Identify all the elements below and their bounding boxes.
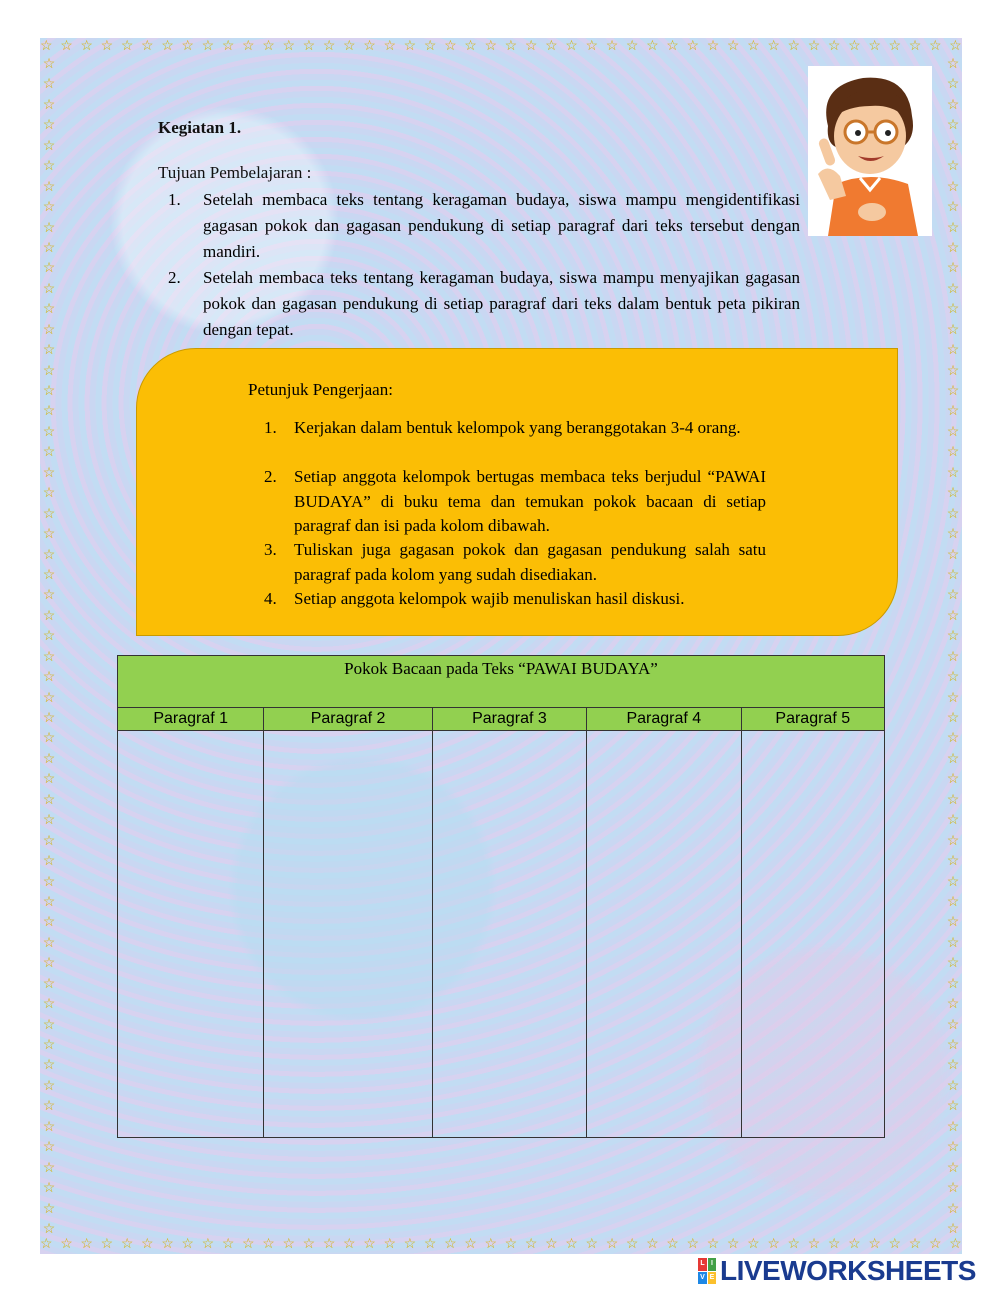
star-icon: ☆ (504, 39, 518, 54)
star-icon: ☆ (666, 1237, 679, 1252)
star-icon: ☆ (42, 711, 56, 726)
star-icon: ☆ (42, 118, 56, 134)
instruction-step (248, 587, 766, 612)
star-icon: ☆ (42, 465, 56, 481)
star-icon: ☆ (42, 833, 56, 849)
star-icon: ☆ (946, 1181, 960, 1197)
star-icon: ☆ (946, 772, 960, 788)
star-icon: ☆ (946, 240, 960, 256)
star-icon: ☆ (787, 1237, 801, 1252)
star-icon: ☆ (565, 39, 578, 54)
star-icon: ☆ (868, 1237, 881, 1252)
star-icon: ☆ (42, 138, 56, 154)
star-icon: ☆ (946, 833, 960, 849)
star-icon: ☆ (42, 1078, 56, 1094)
star-icon: ☆ (946, 57, 960, 72)
star-icon: ☆ (42, 486, 56, 502)
star-icon: ☆ (464, 1237, 477, 1252)
star-icon: ☆ (946, 1221, 960, 1237)
star-icon: ☆ (946, 731, 960, 747)
star-icon: ☆ (42, 404, 56, 420)
star-icon: ☆ (242, 1237, 255, 1252)
star-icon: ☆ (946, 813, 960, 829)
star-icon: ☆ (928, 1237, 942, 1252)
star-border-top (40, 38, 962, 56)
star-icon: ☆ (946, 854, 960, 870)
step-number: 1. (264, 418, 277, 437)
step-text: Tuliskan juga gagasan pokok dan gagasan pendukung salah satu paragraf pada kolom yang sudah disediakan. (294, 540, 766, 584)
star-icon: ☆ (423, 39, 437, 54)
star-icon: ☆ (262, 39, 275, 54)
star-icon: ☆ (42, 976, 56, 992)
star-icon: ☆ (946, 527, 960, 543)
star-icon: ☆ (706, 1237, 720, 1252)
star-icon: ☆ (848, 39, 861, 54)
star-icon: ☆ (946, 404, 960, 420)
step-number: 3. (264, 540, 277, 559)
star-icon: ☆ (42, 57, 56, 72)
star-icon: ☆ (946, 159, 960, 175)
answer-cell-paragraf-2[interactable] (264, 731, 432, 1138)
star-icon: ☆ (42, 608, 56, 624)
star-icon: ☆ (60, 39, 73, 54)
star-icon: ☆ (42, 1160, 56, 1176)
column-header-paragraf-1: Paragraf 1 (118, 708, 264, 731)
star-icon: ☆ (946, 935, 960, 951)
star-icon: ☆ (747, 39, 760, 54)
column-header-paragraf-2: Paragraf 2 (264, 708, 432, 731)
logo-letter: V (698, 1272, 707, 1285)
star-icon: ☆ (181, 39, 194, 54)
star-icon: ☆ (908, 39, 922, 54)
star-icon: ☆ (42, 77, 56, 93)
table-title: Pokok Bacaan pada Teks “PAWAI BUDAYA” (118, 656, 885, 708)
star-icon: ☆ (504, 1237, 518, 1252)
star-icon: ☆ (42, 915, 56, 931)
star-icon: ☆ (42, 424, 56, 440)
star-icon: ☆ (646, 39, 659, 54)
objective-text: Setelah membaca teks tentang keragaman budaya, siswa mampu mengidentifikasi gagasan pokok dan gagasan pendukung di setiap paragraf dari teks tersebut dengan mandiri. (203, 190, 800, 261)
instructions-title: Petunjuk Pengerjaan: (248, 380, 393, 399)
star-icon: ☆ (726, 39, 740, 54)
star-icon: ☆ (383, 39, 397, 54)
star-icon: ☆ (40, 39, 53, 54)
star-icon: ☆ (42, 261, 56, 277)
star-icon: ☆ (343, 1237, 356, 1252)
star-icon: ☆ (42, 731, 56, 747)
column-header-paragraf-5: Paragraf 5 (741, 708, 884, 731)
star-icon: ☆ (120, 39, 134, 54)
star-icon: ☆ (181, 1237, 194, 1252)
star-icon: ☆ (946, 649, 960, 665)
logo-letter: L (698, 1258, 707, 1271)
star-icon: ☆ (484, 39, 498, 54)
star-icon: ☆ (42, 792, 56, 808)
star-icon: ☆ (726, 1237, 740, 1252)
star-icon: ☆ (605, 1237, 619, 1252)
liveworksheets-brand[interactable] (698, 1254, 976, 1288)
star-icon: ☆ (565, 1237, 578, 1252)
star-icon: ☆ (302, 39, 316, 54)
star-icon: ☆ (42, 527, 56, 543)
liveworksheets-logo-icon (698, 1258, 716, 1284)
star-icon: ☆ (42, 322, 56, 338)
star-icon: ☆ (42, 894, 56, 910)
star-icon: ☆ (946, 1038, 960, 1053)
star-icon: ☆ (262, 1237, 275, 1252)
star-icon: ☆ (747, 1237, 760, 1252)
boy-illustration (808, 66, 932, 236)
star-icon: ☆ (42, 547, 56, 563)
star-icon: ☆ (706, 39, 720, 54)
star-icon: ☆ (946, 97, 960, 113)
star-icon: ☆ (949, 1237, 962, 1252)
step-text: Kerjakan dalam bentuk kelompok yang beranggotakan 3-4 orang. (294, 418, 741, 437)
star-icon: ☆ (686, 39, 700, 54)
star-icon: ☆ (42, 506, 56, 522)
star-icon: ☆ (868, 39, 881, 54)
star-icon: ☆ (42, 1119, 56, 1135)
star-border-bottom (40, 1236, 962, 1254)
star-icon: ☆ (946, 118, 960, 134)
star-icon: ☆ (524, 39, 538, 54)
star-icon: ☆ (42, 567, 56, 583)
star-icon: ☆ (100, 1237, 114, 1252)
star-icon: ☆ (946, 77, 960, 93)
answer-cell-paragraf-3[interactable] (432, 731, 586, 1138)
logo-letter: E (708, 1272, 717, 1285)
star-icon: ☆ (585, 1237, 599, 1252)
star-icon: ☆ (827, 39, 841, 54)
star-icon: ☆ (946, 874, 960, 890)
star-icon: ☆ (888, 1237, 902, 1252)
star-icon: ☆ (42, 1140, 56, 1156)
star-icon: ☆ (946, 1017, 960, 1033)
star-icon: ☆ (524, 1237, 538, 1252)
star-icon: ☆ (80, 1237, 93, 1252)
answer-table (117, 655, 885, 1138)
instruction-step (248, 465, 766, 539)
star-icon: ☆ (946, 956, 960, 972)
star-icon: ☆ (42, 854, 56, 870)
star-icon: ☆ (946, 1201, 960, 1217)
star-icon: ☆ (928, 39, 942, 54)
star-icon: ☆ (42, 1038, 56, 1053)
objective-item (158, 265, 800, 343)
objective-text: Setelah membaca teks tentang keragaman budaya, siswa mampu menyajikan gagasan pokok dan gagasan pendukung di setiap paragraf dari teks dalam bentuk peta pikiran dengan tepat. (203, 268, 800, 339)
star-icon: ☆ (585, 39, 599, 54)
star-icon: ☆ (946, 690, 960, 706)
star-icon: ☆ (946, 1140, 960, 1156)
star-icon: ☆ (949, 39, 962, 54)
star-icon: ☆ (767, 1237, 780, 1252)
star-icon: ☆ (946, 220, 960, 236)
star-icon: ☆ (42, 588, 56, 604)
objective-number: 2. (168, 268, 181, 287)
star-icon: ☆ (403, 39, 417, 54)
star-icon: ☆ (946, 506, 960, 522)
star-icon: ☆ (42, 240, 56, 256)
star-icon: ☆ (946, 486, 960, 502)
star-icon: ☆ (625, 1237, 639, 1252)
star-icon: ☆ (322, 1237, 336, 1252)
star-icon: ☆ (767, 39, 780, 54)
star-icon: ☆ (686, 1237, 700, 1252)
star-icon: ☆ (946, 711, 960, 726)
star-icon: ☆ (42, 384, 56, 399)
star-icon: ☆ (827, 1237, 841, 1252)
star-icon: ☆ (666, 39, 679, 54)
star-icon: ☆ (946, 629, 960, 645)
star-icon: ☆ (42, 997, 56, 1013)
star-icon: ☆ (946, 608, 960, 624)
star-icon: ☆ (242, 39, 255, 54)
star-icon: ☆ (42, 200, 56, 216)
star-icon: ☆ (282, 1237, 295, 1252)
star-icon: ☆ (646, 1237, 659, 1252)
step-number: 2. (264, 467, 277, 486)
star-icon: ☆ (161, 39, 174, 54)
star-border-right (944, 56, 962, 1238)
brand-name: LIVEWORKSHEETS (720, 1255, 976, 1286)
objective-number: 1. (168, 190, 181, 209)
star-icon: ☆ (946, 1058, 960, 1074)
star-icon: ☆ (80, 39, 93, 54)
star-icon: ☆ (946, 792, 960, 808)
star-icon: ☆ (141, 39, 154, 54)
star-icon: ☆ (363, 39, 376, 54)
star-icon: ☆ (42, 1221, 56, 1237)
star-icon: ☆ (42, 179, 56, 195)
star-icon: ☆ (42, 1201, 56, 1217)
answer-cell-paragraf-5[interactable] (741, 731, 884, 1138)
star-icon: ☆ (42, 690, 56, 706)
instruction-step (248, 416, 766, 441)
star-icon: ☆ (888, 39, 902, 54)
star-icon: ☆ (42, 956, 56, 972)
star-icon: ☆ (42, 1099, 56, 1115)
star-icon: ☆ (383, 1237, 397, 1252)
star-icon: ☆ (42, 629, 56, 645)
column-header-paragraf-3: Paragraf 3 (432, 708, 586, 731)
objectives-label: Tujuan Pembelajaran : (158, 163, 312, 182)
star-icon: ☆ (605, 39, 619, 54)
star-icon: ☆ (100, 39, 114, 54)
star-icon: ☆ (363, 1237, 376, 1252)
star-icon: ☆ (42, 220, 56, 236)
star-icon: ☆ (444, 1237, 457, 1252)
star-icon: ☆ (161, 1237, 174, 1252)
star-icon: ☆ (42, 97, 56, 113)
star-icon: ☆ (42, 445, 56, 461)
star-icon: ☆ (42, 159, 56, 175)
star-icon: ☆ (302, 1237, 316, 1252)
answer-cell-paragraf-1[interactable] (118, 731, 264, 1138)
star-icon: ☆ (221, 1237, 235, 1252)
star-icon: ☆ (42, 281, 56, 297)
star-icon: ☆ (946, 343, 960, 359)
star-icon: ☆ (946, 1119, 960, 1135)
star-icon: ☆ (282, 39, 295, 54)
star-icon: ☆ (946, 915, 960, 931)
star-icon: ☆ (946, 384, 960, 399)
star-icon: ☆ (545, 39, 558, 54)
star-icon: ☆ (423, 1237, 437, 1252)
star-icon: ☆ (807, 39, 821, 54)
star-icon: ☆ (42, 363, 56, 379)
star-icon: ☆ (120, 1237, 134, 1252)
star-icon: ☆ (946, 670, 960, 686)
step-text: Setiap anggota kelompok bertugas membaca teks berjudul “PAWAI BUDAYA” di buku tema dan temukan pokok bacaan di setiap paragraf dan isi pada kolom dibawah. (294, 467, 766, 535)
logo-letter: I (708, 1258, 717, 1271)
star-icon: ☆ (946, 261, 960, 277)
star-icon: ☆ (42, 343, 56, 359)
star-icon: ☆ (946, 281, 960, 297)
star-icon: ☆ (464, 39, 477, 54)
star-icon: ☆ (946, 179, 960, 195)
star-icon: ☆ (343, 39, 356, 54)
star-icon: ☆ (848, 1237, 861, 1252)
star-icon: ☆ (946, 547, 960, 563)
answer-cell-paragraf-4[interactable] (587, 731, 741, 1138)
star-icon: ☆ (625, 39, 639, 54)
star-icon: ☆ (946, 302, 960, 318)
star-icon: ☆ (946, 567, 960, 583)
star-icon: ☆ (42, 772, 56, 788)
star-icon: ☆ (141, 1237, 154, 1252)
star-icon: ☆ (42, 874, 56, 890)
boy-pointing-icon (808, 66, 932, 236)
star-icon: ☆ (201, 39, 215, 54)
star-icon: ☆ (946, 322, 960, 338)
star-icon: ☆ (946, 588, 960, 604)
activity-title: Kegiatan 1. (158, 118, 242, 137)
star-icon: ☆ (42, 1181, 56, 1197)
star-border-left (40, 56, 58, 1238)
star-icon: ☆ (946, 1099, 960, 1115)
star-icon: ☆ (403, 1237, 417, 1252)
star-icon: ☆ (946, 1078, 960, 1094)
star-icon: ☆ (946, 424, 960, 440)
star-icon: ☆ (201, 1237, 215, 1252)
star-icon: ☆ (42, 649, 56, 665)
star-icon: ☆ (42, 1058, 56, 1074)
star-icon: ☆ (946, 976, 960, 992)
star-icon: ☆ (221, 39, 235, 54)
star-icon: ☆ (946, 894, 960, 910)
star-icon: ☆ (484, 1237, 498, 1252)
star-icon: ☆ (42, 1017, 56, 1033)
step-number: 4. (264, 589, 277, 608)
star-icon: ☆ (946, 465, 960, 481)
star-icon: ☆ (545, 1237, 558, 1252)
star-icon: ☆ (946, 997, 960, 1013)
star-icon: ☆ (42, 813, 56, 829)
star-icon: ☆ (946, 363, 960, 379)
objective-item (158, 187, 800, 265)
star-icon: ☆ (322, 39, 336, 54)
star-icon: ☆ (946, 445, 960, 461)
star-icon: ☆ (908, 1237, 922, 1252)
star-icon: ☆ (807, 1237, 821, 1252)
star-icon: ☆ (42, 670, 56, 686)
star-icon: ☆ (946, 200, 960, 216)
star-icon: ☆ (40, 1237, 53, 1252)
star-icon: ☆ (42, 751, 56, 767)
star-icon: ☆ (42, 935, 56, 951)
step-text: Setiap anggota kelompok wajib menuliskan hasil diskusi. (294, 589, 685, 608)
star-icon: ☆ (42, 302, 56, 318)
star-icon: ☆ (787, 39, 801, 54)
star-icon: ☆ (946, 751, 960, 767)
instruction-step (248, 538, 766, 587)
star-icon: ☆ (946, 138, 960, 154)
column-header-paragraf-4: Paragraf 4 (587, 708, 741, 731)
star-icon: ☆ (60, 1237, 73, 1252)
star-icon: ☆ (946, 1160, 960, 1176)
star-icon: ☆ (444, 39, 457, 54)
